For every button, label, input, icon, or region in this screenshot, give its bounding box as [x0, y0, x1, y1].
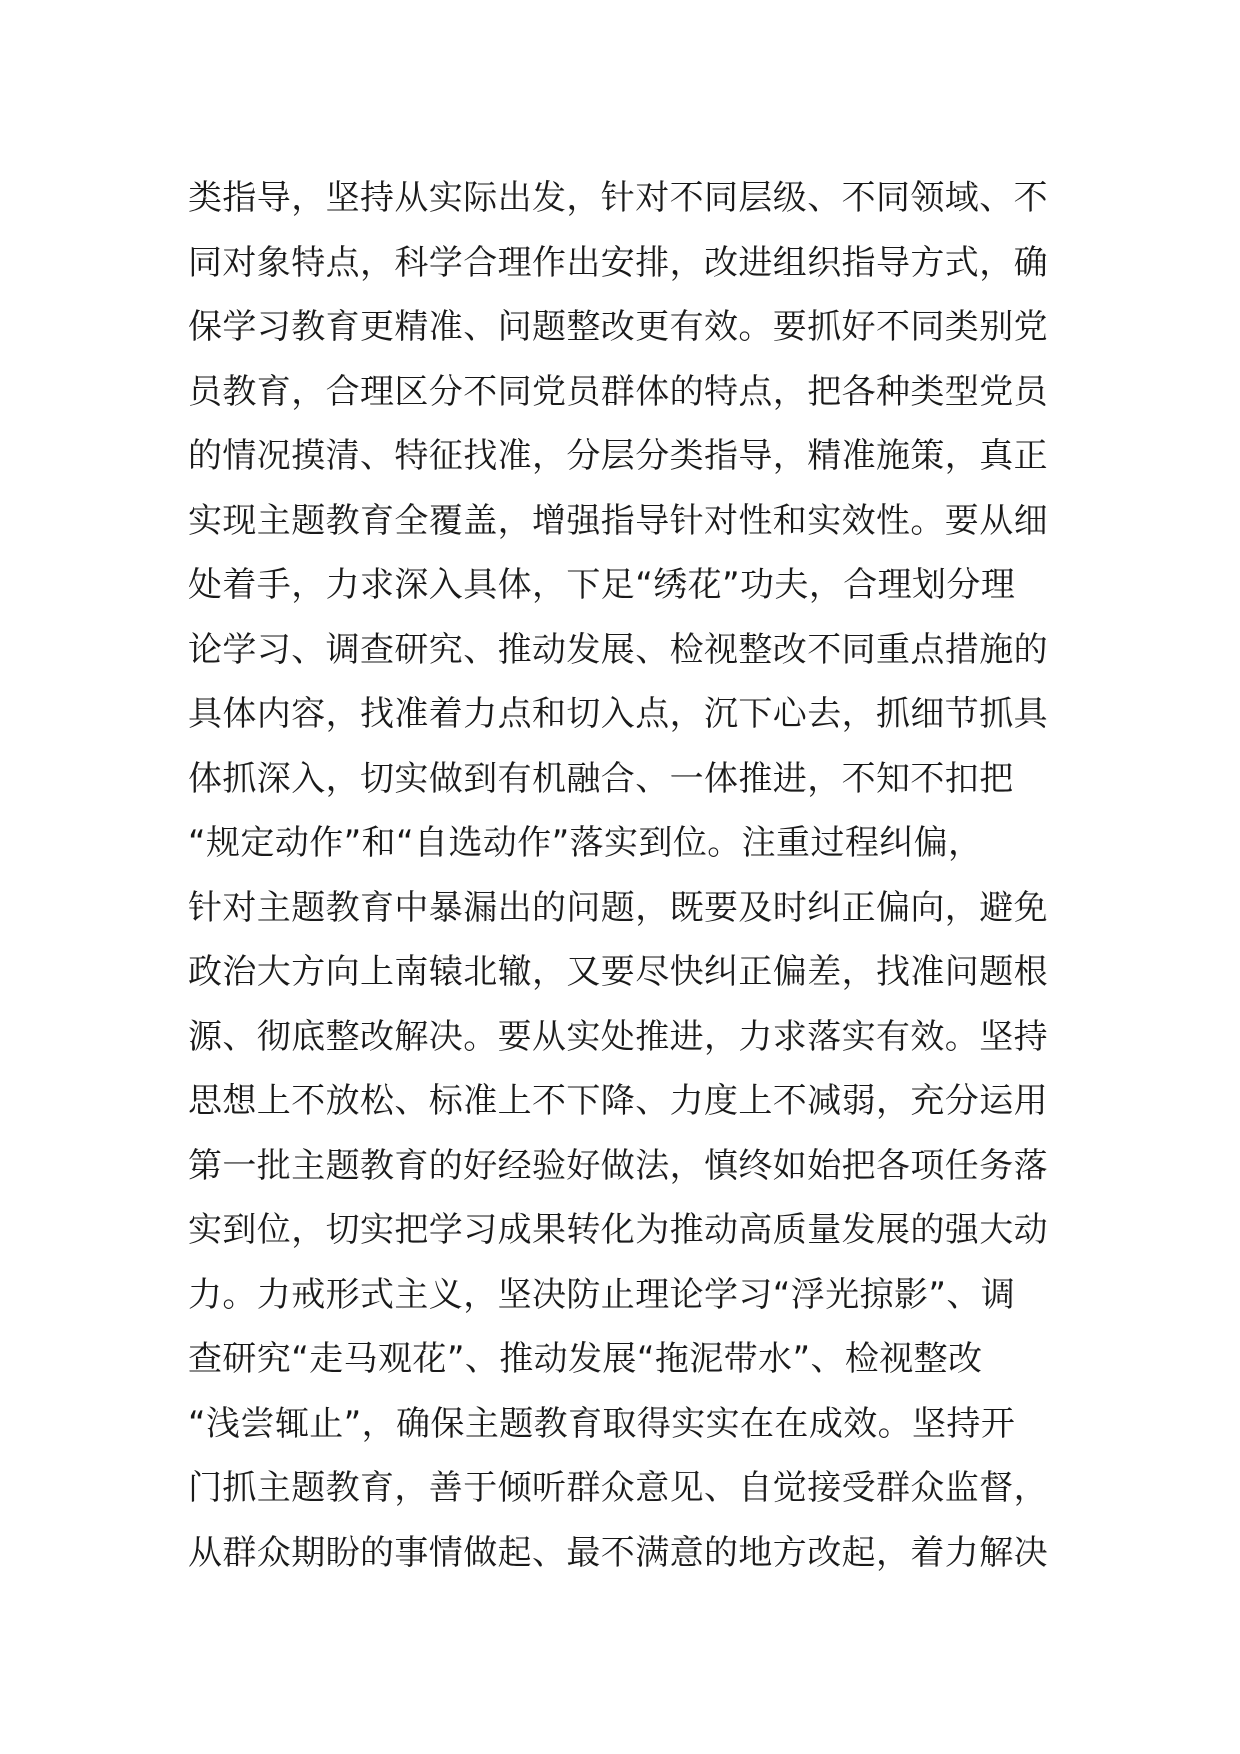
- text-line: 源、彻底整改解决。要从实处推进，力求落实有效。坚持: [188, 1016, 1048, 1057]
- text-line: 第一批主题教育的好经验好做法，慎终如始把各项任务落: [188, 1145, 1048, 1186]
- text-line: 门抓主题教育，善于倾听群众意见、自觉接受群众监督，: [188, 1468, 1048, 1508]
- text-line: 从群众期盼的事情做起、最不满意的地方改起，着力解决: [188, 1532, 1048, 1573]
- text-line: 处着手，力求深入具体，下足“绣花”功夫，合理划分理: [188, 565, 1016, 605]
- text-line: 同对象特点，科学合理作出安排，改进组织指导方式，确: [188, 242, 1048, 283]
- text-line: 具体内容，找准着力点和切入点，沉下心去，抓细节抓具: [188, 694, 1048, 734]
- text-line: 体抓深入，切实做到有机融合、一体推进，不知不扣把: [188, 758, 1014, 799]
- text-line: 思想上不放松、标准上不下降、力度上不减弱，充分运用: [188, 1081, 1048, 1121]
- text-line: 实到位，切实把学习成果转化为推动高质量发展的强大动: [188, 1210, 1048, 1250]
- body-text: [188, 166, 1068, 1585]
- text-line: 查研究“走马观花”、推动发展“拖泥带水”、检视整改: [188, 1339, 983, 1379]
- text-line: “规定动作”和“自选动作”落实到位。注重过程纠偏，: [188, 823, 983, 863]
- text-line: 员教育，合理区分不同党员群体的特点，把各种类型党员: [188, 371, 1048, 412]
- text-line: 实现主题教育全覆盖，增强指导针对性和实效性。要从细: [188, 500, 1048, 541]
- text-line: 政治大方向上南辕北辙，又要尽快纠正偏差，找准问题根: [188, 952, 1048, 992]
- text-line: 保学习教育更精准、问题整改更有效。要抓好不同类别党: [188, 307, 1048, 347]
- text-line: 论学习、调查研究、推动发展、检视整改不同重点措施的: [188, 629, 1048, 670]
- text-line: 类指导，坚持从实际出发，针对不同层级、不同领域、不: [188, 178, 1048, 218]
- text-line: 力。力戒形式主义，坚决防止理论学习“浮光掠影”、调: [188, 1274, 1016, 1315]
- text-line: 针对主题教育中暴漏出的问题，既要及时纠正偏向，避免: [188, 887, 1048, 928]
- text-line: “浅尝辄止”，确保主题教育取得实实在在成效。坚持开: [188, 1403, 1016, 1444]
- text-line: 的情况摸清、特征找准，分层分类指导，精准施策，真正: [188, 436, 1048, 476]
